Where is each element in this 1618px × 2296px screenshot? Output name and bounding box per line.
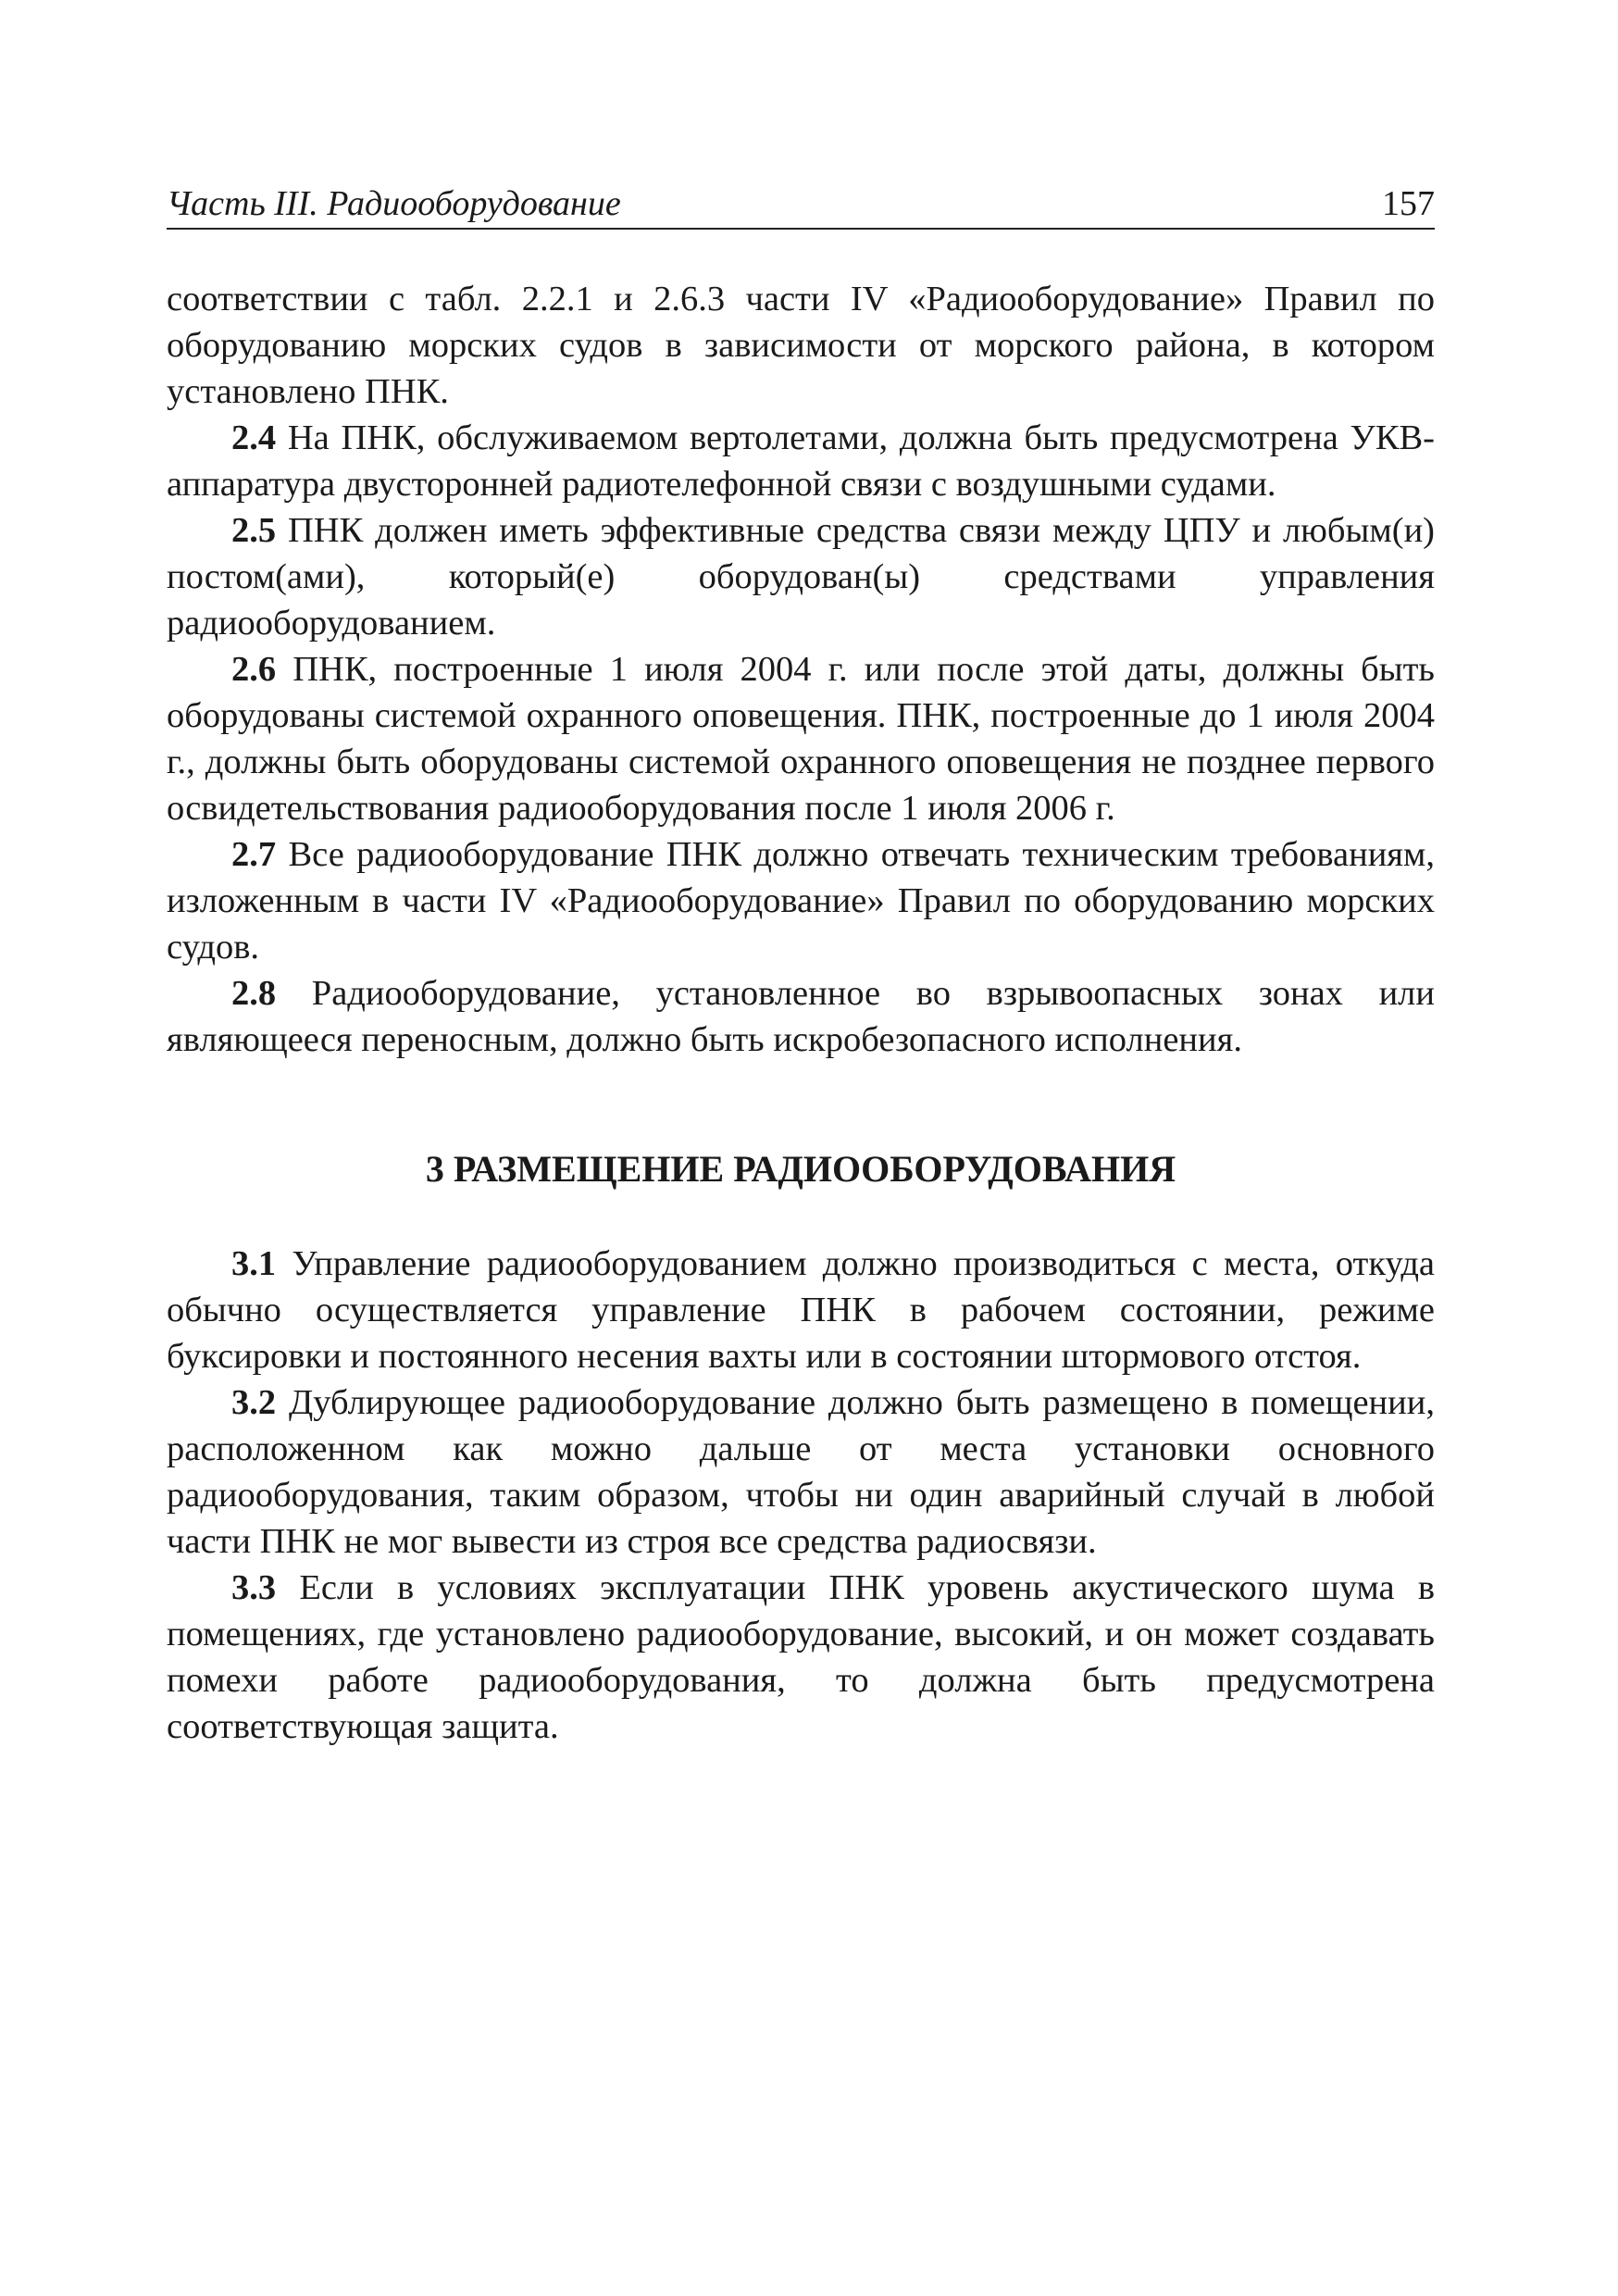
paragraph-3-2: [167, 1379, 1435, 1565]
clause-text: Управление радиооборудованием должно производиться с места, откуда обычно осуществляется управление ПНК в рабочем состоянии, режиме буксировки и постоянного несения вахты или в состоянии штормового отстоя.: [167, 1244, 1435, 1376]
paragraph-2-4: [167, 415, 1435, 507]
paragraph-2-6: [167, 646, 1435, 831]
paragraph-2-5: [167, 507, 1435, 646]
running-header: [167, 176, 1435, 230]
clause-text: Все радиооборудование ПНК должно отвечать техническим требованиям, изложенным в части IV «Радиооборудование» Правил по оборудованию морских судов.: [167, 835, 1435, 967]
clause-number: 2.4: [231, 418, 277, 457]
clause-text: ПНК должен иметь эффективные средства связи между ЦПУ и любым(и) постом(ами), который(е) оборудован(ы) средствами управления радиооборудованием.: [167, 511, 1435, 643]
clause-number: 2.8: [231, 974, 277, 1013]
clause-number: 2.5: [231, 511, 277, 550]
document-page: [167, 176, 1435, 1750]
clause-number: 3.2: [231, 1383, 277, 1422]
paragraph-2-7: [167, 831, 1435, 970]
clause-text: На ПНК, обслуживаемом вертолетами, должна быть предусмотрена УКВ-аппаратура двусторонней радиотелефонной связи с воздушными судами.: [167, 418, 1435, 504]
clause-number: 3.3: [231, 1568, 277, 1607]
body-text: [167, 276, 1435, 1750]
clause-number: 2.6: [231, 650, 277, 689]
paragraph-continuation: соответствии с табл. 2.2.1 и 2.6.3 части IV «Радиооборудование» Правил по оборудованию морских судов в зависимости от морского района, в котором установлено ПНК.: [167, 280, 1435, 411]
clause-number: 2.7: [231, 835, 277, 874]
section-heading: 3 РАЗМЕЩЕНИЕ РАДИООБОРУДОВАНИЯ: [425, 1148, 1176, 1190]
paragraph-3-1: [167, 1241, 1435, 1379]
header-title: Часть III. Радиооборудование: [167, 184, 621, 223]
clause-text: Радиооборудование, установленное во взрывоопасных зонах или являющееся переносным, должно быть искробезопасного исполнения.: [167, 974, 1435, 1059]
page-number: 157: [1382, 184, 1435, 223]
clause-text: ПНК, построенные 1 июля 2004 г. или после этой даты, должны быть оборудованы системой охранного оповещения. ПНК, построенные до 1 июля 2004 г., должны быть оборудованы системой охранного оповещения не позднее первого освидетельствования радиооборудования после 1 июля 2006 г.: [167, 650, 1435, 828]
clause-text: Дублирующее радиооборудование должно быть размещено в помещении, расположенном как можно дальше от места установки основного радиооборудования, таким образом, чтобы ни один аварийный случай в любой части ПНК не мог вывести из строя все средства радиосвязи.: [167, 1383, 1435, 1561]
clause-number: 3.1: [231, 1244, 277, 1283]
paragraph-3-3: [167, 1565, 1435, 1750]
paragraph-2-8: [167, 970, 1435, 1063]
clause-text: Если в условиях эксплуатации ПНК уровень акустического шума в помещениях, где установлено радиооборудование, высокий, и он может создавать помехи работе радиооборудования, то должна быть предусмотрена соответствующая защита.: [167, 1568, 1435, 1746]
